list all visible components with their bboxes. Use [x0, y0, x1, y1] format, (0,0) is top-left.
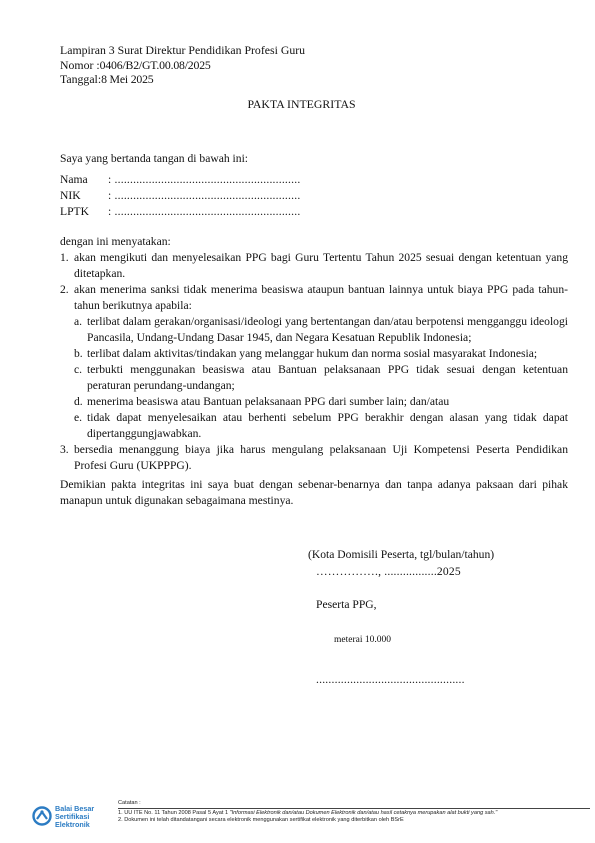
logo-text-line: Sertifikasi	[55, 811, 90, 821]
field-label: LPTK	[60, 205, 89, 218]
header-line1: Lampiran 3 Surat Direktur Pendidikan Profesi Guru	[60, 43, 306, 57]
item-text: bersedia menanggung biaya jika harus mengulang pelaksanaan Uji Kompetensi Peserta Pendidikan Profesi Guru (UKPPPG).	[74, 443, 568, 472]
field-value: : ............................................................	[108, 205, 301, 218]
list-item	[60, 282, 568, 442]
sub-item-letter: c.	[74, 363, 83, 376]
item-number: 2.	[60, 283, 69, 296]
field-value: : ............................................................	[108, 173, 301, 186]
declaration-lead: dengan ini menyatakan:	[60, 235, 171, 248]
sub-item-letter: a.	[74, 315, 83, 328]
footer-note-2: 2. Dokumen ini telah ditandatangani secara elektronik menggunakan sertifikat elektronik yang diterbitkan oleh BSrE	[118, 817, 404, 823]
sub-item-text: terlibat dalam aktivitas/tindakan yang melanggar hukum dan norma sosial masyarakat Indonesia;	[87, 347, 538, 360]
sub-item-letter: e.	[74, 411, 83, 424]
note1-quote: "Informasi Elektronik dan/atau Dokumen Elektronik dan/atau hasil cetaknya merupakan alat bukti yang sah."	[229, 810, 498, 816]
item-text: akan mengikuti dan menyelesaikan PPG bagi Guru Tertentu Tahun 2025 sesuai dengan ketentuan yang ditetapkan.	[74, 251, 568, 280]
field-row-nama	[60, 172, 300, 188]
declaration-list	[60, 250, 568, 474]
tanggal-value: 8 Mei 2025	[101, 72, 154, 86]
field-value: : ............................................................	[108, 189, 301, 202]
nomor-value: 0406/B2/GT.00.08/2025	[99, 57, 211, 72]
field-row-lptk	[60, 204, 300, 220]
footer-catatan: Catatan :	[118, 800, 141, 806]
bsre-logo-icon	[32, 804, 52, 828]
sub-item-letter: b.	[74, 347, 83, 360]
sub-item	[74, 394, 568, 410]
signature-place-hint: (Kota Domisili Peserta, tgl/bulan/tahun)	[308, 548, 495, 561]
identity-fields	[60, 172, 300, 220]
sub-item-text: menerima beasiswa atau Bantuan pelaksanaan PPG dari sumber lain; dan/atau	[87, 395, 450, 408]
sub-item-text: tidak dapat menyelesaikan atau berhenti sebelum PPG berakhir dengan alasan yang tidak dapat dipertanggungjawabkan.	[87, 411, 568, 440]
footer-divider	[118, 808, 590, 809]
sub-item	[74, 410, 568, 442]
logo-text-line: Balai Besar	[55, 804, 95, 813]
footer-note-1	[118, 810, 497, 817]
header-tanggal	[60, 72, 305, 87]
signature-role: Peserta PPG,	[316, 598, 377, 611]
document-title: PAKTA INTEGRITAS	[247, 97, 356, 111]
item-number: 3.	[60, 443, 69, 456]
nomor-label: Nomor :	[60, 57, 100, 72]
field-row-nik	[60, 188, 300, 204]
sub-item-text: terbukti menggunakan beasiswa atau Bantuan pelaksanaan PPG tidak sesuai dengan ketentuan peraturan perundang-undangan;	[87, 363, 568, 392]
closing-paragraph: Demikian pakta integritas ini saya buat dengan sebenar-benarnya dan tanpa adanya paksaan dari pihak manapun untuk digunakan sebagaimana mestinya.	[60, 478, 568, 507]
sub-item-text: terlibat dalam gerakan/organisasi/ideologi yang bertentangan dan/atau berpotensi mengganggu ideologi Pancasila, Undang-Undang Dasar 1945, dan Negara Kesatuan Republik Indonesia;	[87, 315, 568, 344]
field-label: Nama	[60, 173, 88, 186]
signature-date-line: ……………., .................2025	[316, 565, 461, 578]
sub-item	[74, 346, 568, 362]
document-footer	[32, 800, 568, 836]
letter-header	[60, 43, 305, 87]
item-content	[74, 282, 568, 442]
header-nomor	[60, 58, 305, 73]
bsre-logo	[32, 802, 120, 832]
stamp-placeholder: meterai 10.000	[334, 635, 391, 645]
item-text: akan menerima sanksi tidak menerima beasiswa ataupun bantuan lainnya untuk biaya PPG pada tahun-tahun berikutnya apabila:	[74, 283, 568, 312]
intro-text: Saya yang bertanda tangan di bawah ini:	[60, 152, 249, 165]
item-number: 1.	[60, 251, 69, 264]
logo-text-line: Elektronik	[55, 819, 90, 829]
sub-item	[74, 314, 568, 346]
sub-item	[74, 362, 568, 394]
note1-prefix: 1. UU ITE No. 11 Tahun 2008 Pasal 5 Ayat 1	[118, 810, 230, 816]
list-item	[60, 442, 568, 474]
sub-item-letter: d.	[74, 395, 83, 408]
tanggal-label: Tanggal:	[60, 72, 102, 86]
signature-name-line: ................................................	[316, 673, 465, 686]
list-item	[60, 250, 568, 282]
field-label: NIK	[60, 189, 81, 202]
logo-text	[55, 805, 94, 828]
